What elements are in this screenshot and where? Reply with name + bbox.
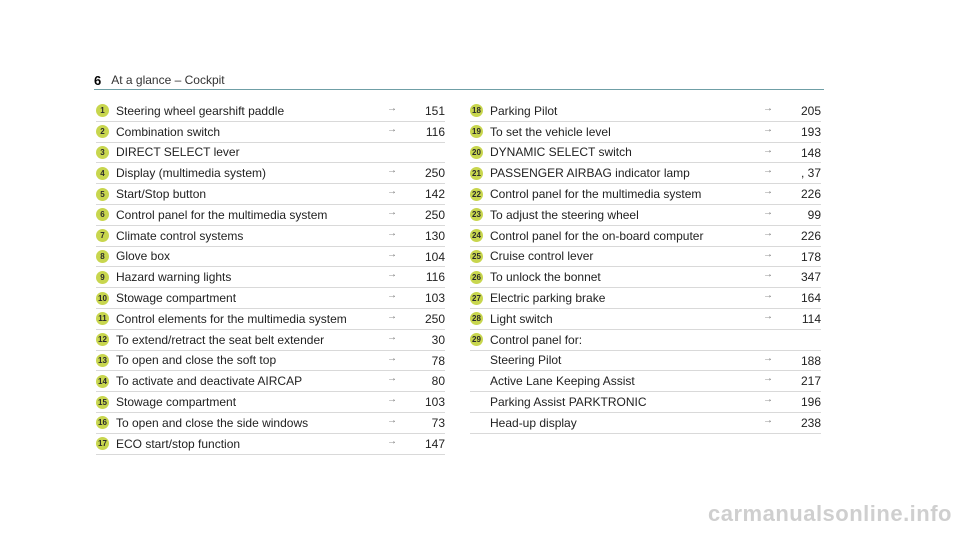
arrow-right-icon: →: [763, 394, 773, 406]
legend-row: [470, 122, 821, 143]
page-number: 6: [94, 72, 102, 88]
legend-row: [96, 434, 445, 455]
legend-row: [96, 392, 445, 413]
arrow-right-icon: →: [387, 186, 397, 198]
arrow-right-icon: →: [387, 206, 397, 218]
arrow-right-icon: →: [763, 144, 773, 156]
legend-row: [470, 371, 821, 392]
legend-row: [96, 288, 445, 309]
arrow-right-icon: →: [387, 227, 397, 239]
item-number-badge: 22: [470, 188, 483, 201]
item-label: PASSENGER AIRBAG indicator lamp: [490, 166, 690, 181]
item-label: Display (multimedia system): [116, 166, 267, 181]
page-reference[interactable]: 103: [424, 395, 445, 410]
legend-row: [96, 101, 445, 122]
legend-row: [470, 247, 821, 268]
arrow-right-icon: →: [763, 165, 773, 177]
item-label: Start/Stop button: [116, 187, 207, 202]
arrow-right-icon: →: [387, 165, 397, 177]
item-number-badge: 14: [96, 375, 109, 388]
item-label: Control panel for:: [490, 332, 583, 347]
legend-row: [470, 351, 821, 372]
item-number-badge: 15: [96, 396, 109, 409]
arrow-right-icon: →: [387, 290, 397, 302]
page-reference[interactable]: 116: [425, 270, 445, 285]
item-number-badge: 10: [96, 292, 109, 305]
legend-row: [96, 163, 445, 184]
legend-row: [470, 392, 821, 413]
section-title: At a glance – Cockpit: [111, 73, 225, 87]
item-label: To unlock the bonnet: [490, 270, 601, 285]
arrow-right-icon: →: [763, 373, 773, 385]
page-reference[interactable]: 147: [424, 436, 445, 451]
legend-row: [470, 330, 821, 351]
legend-row: [96, 413, 445, 434]
item-label: ECO start/stop function: [116, 436, 241, 451]
item-number-badge: 18: [470, 104, 483, 117]
item-label: Stowage compartment: [116, 395, 237, 410]
page-reference[interactable]: 148: [800, 145, 821, 160]
item-number-badge: 16: [96, 416, 109, 429]
page-reference[interactable]: 250: [424, 311, 445, 326]
item-number-badge: 3: [96, 146, 109, 159]
legend-row: [470, 413, 821, 434]
legend-list-right: [470, 101, 821, 434]
legend-row: [96, 184, 445, 205]
item-label: To adjust the steering wheel: [490, 207, 639, 222]
page-reference[interactable]: 80: [431, 374, 445, 389]
page-reference[interactable]: 193: [800, 124, 821, 139]
legend-row: [470, 205, 821, 226]
item-number-badge: 8: [96, 250, 109, 263]
page-reference[interactable]: 178: [800, 249, 821, 264]
page-reference[interactable]: 188: [800, 353, 821, 368]
page-reference[interactable]: 226: [800, 187, 821, 202]
item-number-badge: 11: [96, 312, 109, 325]
arrow-right-icon: →: [387, 331, 397, 343]
item-label: DYNAMIC SELECT switch: [490, 145, 632, 160]
arrow-right-icon: →: [763, 310, 773, 322]
item-label: Control panel for the multimedia system: [116, 207, 328, 222]
item-number-badge: 1: [96, 104, 109, 117]
arrow-right-icon: →: [387, 373, 397, 385]
legend-row: [470, 163, 821, 184]
item-label: To set the vehicle level: [490, 124, 611, 139]
arrow-right-icon: →: [763, 186, 773, 198]
legend-row: [96, 267, 445, 288]
legend-row: [96, 205, 445, 226]
page-reference[interactable]: 164: [800, 291, 821, 306]
legend-list-left: [96, 101, 445, 455]
item-number-badge: 23: [470, 208, 483, 221]
item-label: Glove box: [116, 249, 171, 264]
page-reference[interactable]: 116: [425, 124, 445, 139]
arrow-right-icon: →: [387, 310, 397, 322]
arrow-right-icon: →: [763, 206, 773, 218]
item-number-badge: 20: [470, 146, 483, 159]
page-reference[interactable]: 250: [424, 166, 445, 181]
item-number-badge: 27: [470, 292, 483, 305]
item-number-badge: 2: [96, 125, 109, 138]
item-number-badge: 12: [96, 333, 109, 346]
item-label: To open and close the side windows: [116, 415, 309, 430]
item-number-badge: 19: [470, 125, 483, 138]
page-reference[interactable]: 142: [424, 187, 445, 202]
legend-row: [470, 267, 821, 288]
item-label: To open and close the soft top: [116, 353, 277, 368]
item-label: Control panel for the on-board computer: [490, 228, 704, 243]
item-label: Head-up display: [490, 415, 577, 430]
page-reference[interactable]: 73: [431, 415, 445, 430]
arrow-right-icon: →: [387, 248, 397, 260]
item-label: Parking Assist PARKTRONIC: [490, 395, 647, 410]
item-number-badge: 13: [96, 354, 109, 367]
arrow-right-icon: →: [387, 352, 397, 364]
legend-row: [96, 371, 445, 392]
item-number-badge: 25: [470, 250, 483, 263]
item-number-badge: 9: [96, 271, 109, 284]
watermark: carmanualsonline.info: [708, 501, 952, 526]
arrow-right-icon: →: [387, 103, 397, 114]
page-reference[interactable]: 217: [800, 374, 821, 389]
item-number-badge: 6: [96, 208, 109, 221]
page-reference[interactable]: , 37: [800, 166, 821, 181]
item-label: Stowage compartment: [116, 291, 237, 306]
legend-row: [96, 330, 445, 351]
legend-row: [470, 143, 821, 164]
item-number-badge: 24: [470, 229, 483, 242]
item-number-badge: 26: [470, 271, 483, 284]
item-number-badge: 4: [96, 167, 109, 180]
legend-row: [96, 122, 445, 143]
item-label: Light switch: [490, 311, 553, 326]
page-reference[interactable]: 196: [800, 395, 821, 410]
item-label: Steering wheel gearshift paddle: [116, 103, 285, 118]
arrow-right-icon: →: [387, 269, 397, 281]
legend-row: [470, 288, 821, 309]
item-label: To extend/retract the seat belt extender: [116, 332, 325, 347]
arrow-right-icon: →: [763, 352, 773, 364]
page-reference[interactable]: 104: [424, 249, 445, 264]
legend-row: [96, 226, 445, 247]
arrow-right-icon: →: [763, 123, 773, 135]
page-reference[interactable]: 226: [800, 228, 821, 243]
legend-row: [96, 309, 445, 330]
legend-row: [470, 226, 821, 247]
item-number-badge: 5: [96, 188, 109, 201]
arrow-right-icon: →: [763, 227, 773, 239]
item-number-badge: 17: [96, 437, 109, 450]
page-reference[interactable]: 151: [424, 104, 445, 118]
legend-row: [470, 184, 821, 205]
item-label: DIRECT SELECT lever: [116, 145, 240, 160]
arrow-right-icon: →: [763, 290, 773, 302]
item-label: Climate control systems: [116, 228, 244, 243]
header-divider: [94, 89, 824, 90]
arrow-right-icon: →: [763, 269, 773, 281]
item-label: Parking Pilot: [490, 103, 558, 118]
page-reference[interactable]: 103: [424, 291, 445, 306]
item-number-badge: 21: [470, 167, 483, 180]
item-label: Control panel for the multimedia system: [490, 187, 702, 202]
legend-row: [470, 309, 821, 330]
item-label: Active Lane Keeping Assist: [490, 374, 635, 389]
page-reference[interactable]: 130: [424, 228, 445, 243]
legend-row: [470, 101, 821, 122]
item-label: Electric parking brake: [490, 291, 606, 306]
item-label: Hazard warning lights: [116, 270, 232, 285]
item-label: Control elements for the multimedia system: [116, 311, 347, 326]
arrow-right-icon: →: [763, 248, 773, 260]
page-reference[interactable]: 205: [800, 104, 821, 118]
page-reference[interactable]: 30: [431, 332, 445, 347]
item-label: To activate and deactivate AIRCAP: [116, 374, 303, 389]
legend-row: [96, 247, 445, 268]
legend-row: [96, 351, 445, 372]
item-number-badge: 7: [96, 229, 109, 242]
page-reference[interactable]: 99: [807, 207, 821, 222]
arrow-right-icon: →: [387, 394, 397, 406]
item-label: Combination switch: [116, 124, 221, 139]
arrow-right-icon: →: [387, 414, 397, 426]
arrow-right-icon: →: [387, 123, 397, 135]
arrow-right-icon: →: [387, 435, 397, 447]
item-label: Steering Pilot: [490, 353, 562, 368]
item-number-badge: 29: [470, 333, 483, 346]
legend-row: [96, 143, 445, 164]
item-number-badge: 28: [470, 312, 483, 325]
page-reference[interactable]: 238: [800, 415, 821, 430]
item-label: Cruise control lever: [490, 249, 594, 264]
page-header: [94, 70, 225, 90]
arrow-right-icon: →: [763, 414, 773, 426]
page-reference[interactable]: 250: [424, 207, 445, 222]
page-reference[interactable]: 114: [801, 311, 821, 326]
page-reference[interactable]: 347: [800, 270, 821, 285]
page-reference[interactable]: 78: [431, 353, 445, 368]
arrow-right-icon: →: [763, 103, 773, 114]
